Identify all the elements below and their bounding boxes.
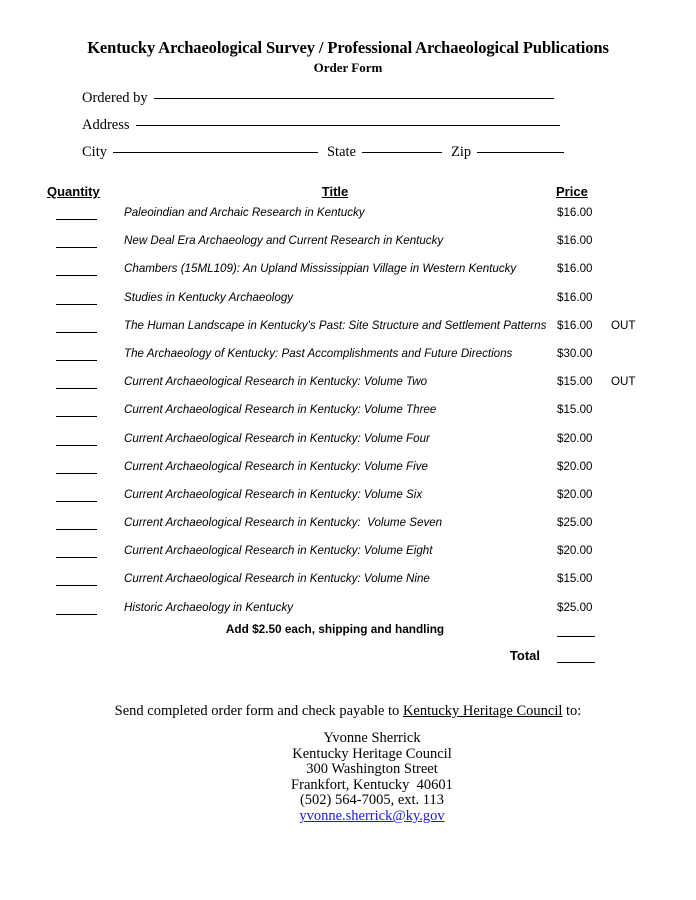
page-title: Kentucky Archaeological Survey / Professional Archaeological Publications <box>87 38 609 57</box>
ordered-by-row <box>82 90 582 117</box>
publication-title: Studies in Kentucky Archaeology <box>124 290 294 304</box>
city-input[interactable] <box>113 152 318 153</box>
table-row <box>0 460 696 488</box>
publication-title: Current Archaeological Research in Kentucky: Volume Nine <box>124 572 430 586</box>
publication-title: Current Archaeological Research in Kentucky: Volume Three <box>124 403 437 417</box>
publication-price: $15.00 <box>557 403 593 417</box>
publication-price: $20.00 <box>557 487 593 501</box>
send-instruction <box>0 703 696 720</box>
publication-title: New Deal Era Archaeology and Current Research in Kentucky <box>124 234 444 248</box>
city-state-zip-row <box>82 144 582 171</box>
contact-phone: (502) 564-7005, ext. 113 <box>299 792 445 809</box>
column-header-price: Price <box>556 184 588 199</box>
quantity-input[interactable] <box>56 247 97 248</box>
table-header-row <box>0 184 696 202</box>
table-row <box>0 319 696 347</box>
total-amount-input[interactable] <box>557 662 595 663</box>
publication-price: $15.00 <box>557 572 593 586</box>
table-row <box>0 291 696 319</box>
table-row <box>0 262 696 290</box>
publications-table-body <box>0 206 696 629</box>
contact-organization: Kentucky Heritage Council <box>292 745 452 762</box>
publication-price: $16.00 <box>557 318 593 332</box>
quantity-input[interactable] <box>56 416 97 417</box>
send-prefix-text: Send completed order form and check payable to <box>114 703 403 719</box>
shipping-label: Add $2.50 each, shipping and handling <box>225 622 445 636</box>
page-subtitle: Order Form <box>313 60 383 75</box>
document-header <box>0 38 696 76</box>
address-row <box>82 117 582 144</box>
quantity-input[interactable] <box>56 304 97 305</box>
quantity-input[interactable] <box>56 557 97 558</box>
publication-title: Current Archaeological Research in Kentucky: Volume Six <box>124 487 423 501</box>
contact-street-address: 300 Washington Street <box>306 761 438 778</box>
table-row <box>0 347 696 375</box>
publication-price: $30.00 <box>557 346 593 360</box>
total-label: Total <box>509 648 540 663</box>
contact-email-link[interactable]: yvonne.sherrick@ky.gov <box>299 807 445 824</box>
publication-title: Chambers (15ML109): An Upland Mississippian Village in Western Kentucky <box>124 262 517 276</box>
contact-name: Yvonne Sherrick <box>323 730 421 746</box>
publication-title: Paleoindian and Archaic Research in Kentucky <box>124 206 365 219</box>
publication-price: $16.00 <box>557 234 593 248</box>
city-label: City <box>82 144 107 160</box>
table-row <box>0 375 696 403</box>
quantity-input[interactable] <box>56 529 97 530</box>
publication-price: $15.00 <box>557 375 593 389</box>
table-row <box>0 403 696 431</box>
ordered-by-input[interactable] <box>154 98 554 99</box>
publication-price: $16.00 <box>557 206 593 219</box>
quantity-input[interactable] <box>56 388 97 389</box>
contact-city-state-zip: Frankfort, Kentucky 40601 <box>291 776 453 793</box>
publication-price: $16.00 <box>557 290 593 304</box>
publication-title: Current Archaeological Research in Kentucky: Volume Five <box>124 459 428 473</box>
quantity-input[interactable] <box>56 445 97 446</box>
table-row <box>0 488 696 516</box>
state-input[interactable] <box>362 152 442 153</box>
address-label: Address <box>82 117 130 133</box>
table-row <box>0 432 696 460</box>
table-row <box>0 572 696 600</box>
publication-price: $16.00 <box>557 262 593 276</box>
publication-price: $20.00 <box>557 544 593 558</box>
state-label: State <box>326 144 356 160</box>
table-row <box>0 516 696 544</box>
address-input[interactable] <box>136 125 560 126</box>
out-of-stock-badge: OUT <box>611 375 636 389</box>
zip-label: Zip <box>450 144 472 160</box>
publication-title: Current Archaeological Research in Kentucky: Volume Four <box>124 431 430 445</box>
quantity-input[interactable] <box>56 501 97 502</box>
publication-price: $20.00 <box>557 459 593 473</box>
publication-title: Current Archaeological Research in Kentucky: Volume Eight <box>124 544 433 558</box>
customer-info-fieldset <box>82 90 582 171</box>
total-row <box>0 648 696 666</box>
quantity-input[interactable] <box>56 332 97 333</box>
shipping-row <box>0 622 696 640</box>
table-row <box>0 544 696 572</box>
publication-title: The Human Landscape in Kentucky's Past: Site Structure and Settlement Patterns <box>124 318 547 332</box>
publication-price: $25.00 <box>557 516 593 530</box>
zip-input[interactable] <box>477 152 564 153</box>
publication-title: Historic Archaeology in Kentucky <box>124 600 294 614</box>
ordered-by-label: Ordered by <box>82 90 148 106</box>
send-suffix-text: to: <box>562 703 582 719</box>
contact-block <box>0 731 696 825</box>
payee-name: Kentucky Heritage Council <box>402 703 563 719</box>
table-row <box>0 234 696 262</box>
publication-price: $25.00 <box>557 600 593 614</box>
publication-title: The Archaeology of Kentucky: Past Accomplishments and Future Directions <box>124 346 513 360</box>
quantity-input[interactable] <box>56 585 97 586</box>
publication-price: $20.00 <box>557 431 593 445</box>
column-header-quantity: Quantity <box>47 184 100 199</box>
out-of-stock-badge: OUT <box>611 318 636 332</box>
quantity-input[interactable] <box>56 275 97 276</box>
quantity-input[interactable] <box>56 473 97 474</box>
shipping-amount-input[interactable] <box>557 636 595 637</box>
table-row <box>0 206 696 234</box>
quantity-input[interactable] <box>56 614 97 615</box>
publication-title: Current Archaeological Research in Kentucky: Volume Seven <box>124 516 443 530</box>
publication-title: Current Archaeological Research in Kentucky: Volume Two <box>124 375 428 389</box>
column-header-title: Title <box>321 184 349 199</box>
quantity-input[interactable] <box>56 360 97 361</box>
quantity-input[interactable] <box>56 219 97 220</box>
